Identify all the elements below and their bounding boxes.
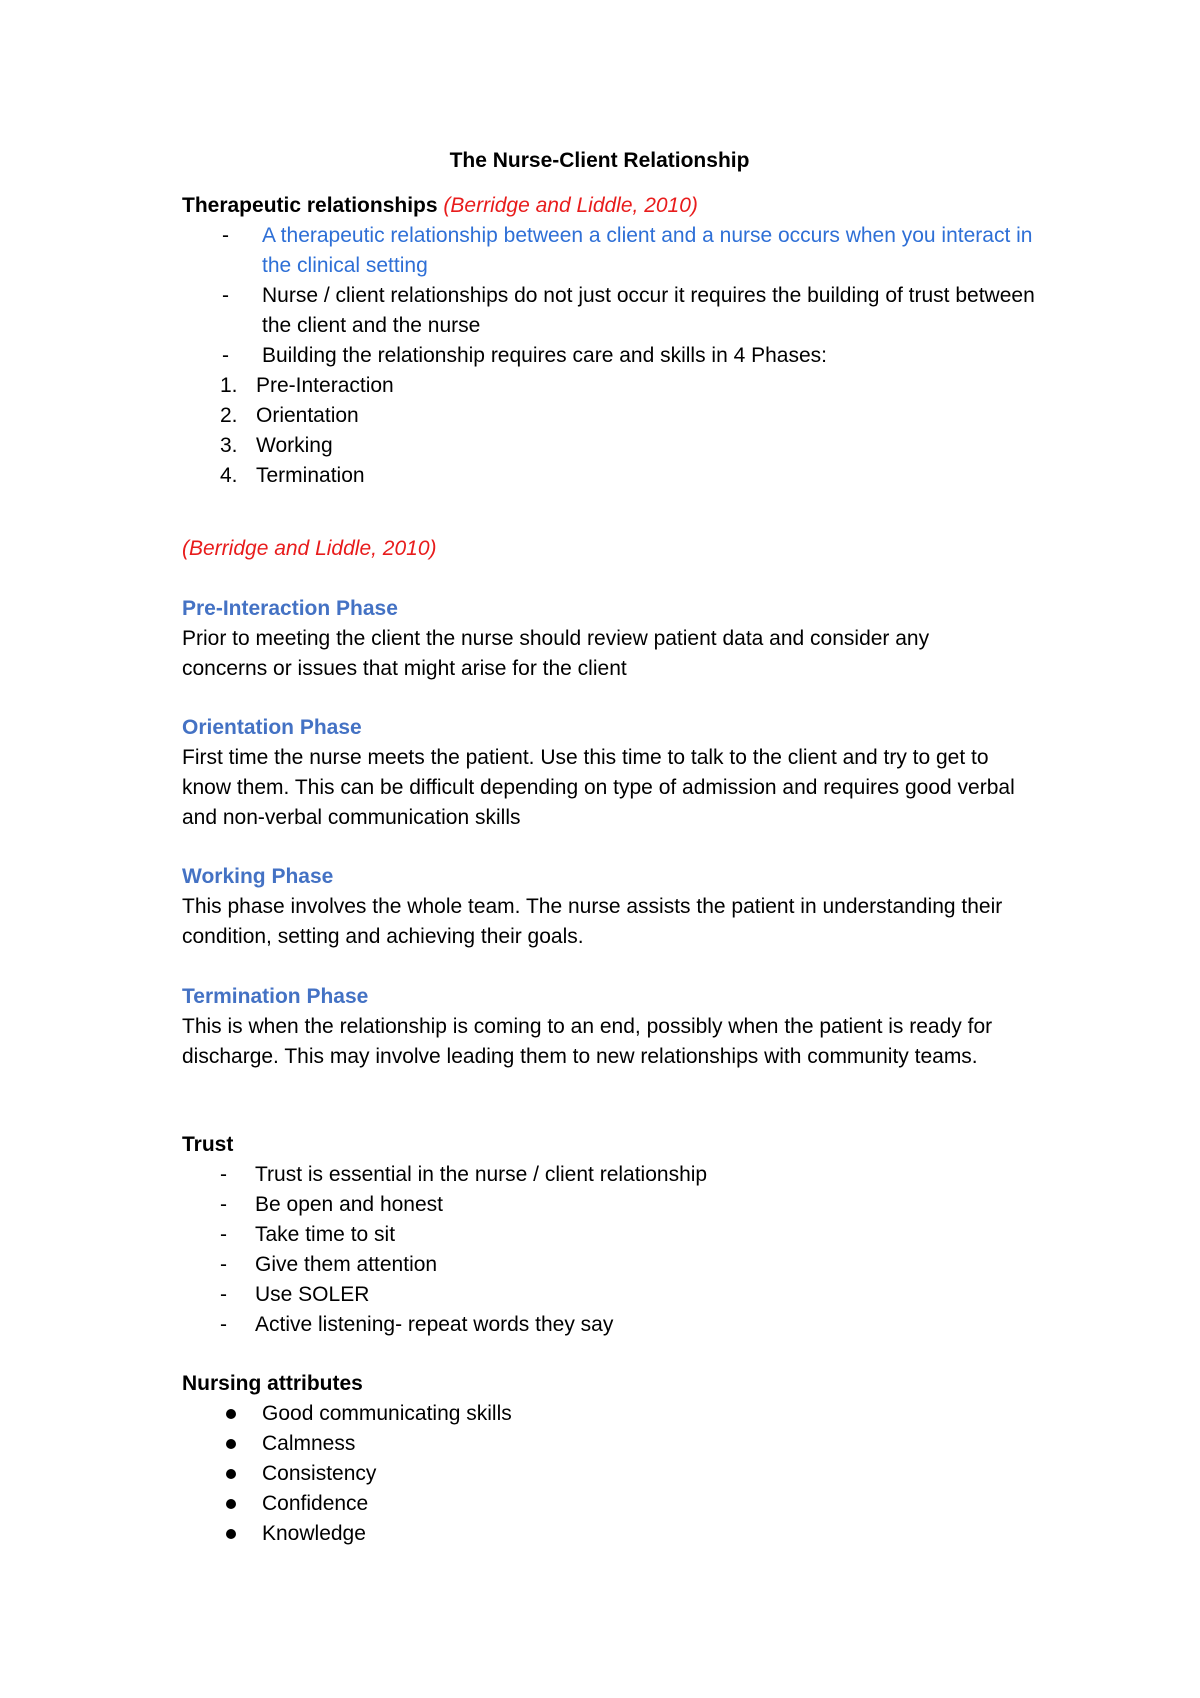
list-item [182,401,1062,431]
attribute-text: Calmness [262,1432,356,1455]
list-item [182,1459,1062,1489]
dash-marker: - [222,224,229,247]
document-title: The Nurse-Client Relationship [449,149,750,172]
point-text: A therapeutic relationship between a client and a nurse occurs when you interact in the clinical setting [262,224,1033,277]
section-body: This is when the relationship is coming to an end, possibly when the patient is ready for discharge. This may involve leading them to new relationships with community teams. [182,1015,993,1068]
list-number: 1. [220,374,238,397]
therapeutic-points [182,221,1062,371]
list-item [182,1519,1062,1549]
list-item [182,461,1062,491]
trust-text: Take time to sit [255,1223,396,1246]
bullet-icon [226,1499,236,1509]
list-item [182,431,1062,461]
attributes-section [182,1369,1062,1549]
trust-text: Be open and honest [255,1193,443,1216]
list-item [182,1250,1062,1280]
section-heading: Working Phase [182,865,334,888]
section-heading: Termination Phase [182,985,369,1008]
point-text: Building the relationship requires care and skills in 4 Phases: [262,344,827,367]
trust-section [182,1130,1062,1340]
attribute-text: Consistency [262,1462,377,1485]
attribute-text: Confidence [262,1492,369,1515]
list-number: 4. [220,464,238,487]
dash-marker: - [220,1223,227,1246]
trust-text: Active listening- repeat words they say [255,1313,614,1336]
dash-marker: - [222,284,229,307]
list-item [182,371,1062,401]
list-number: 2. [220,404,238,427]
phase-label: Working [256,434,333,457]
attribute-text: Good communicating skills [262,1402,512,1425]
list-item [182,1489,1062,1519]
section-body: Prior to meeting the client the nurse should review patient data and consider any concerns or issues that might arise for the client [182,627,930,680]
list-number: 3. [220,434,238,457]
dash-marker: - [220,1193,227,1216]
list-item [182,1190,1062,1220]
attribute-text: Knowledge [262,1522,366,1545]
trust-heading: Trust [182,1133,234,1156]
termination-section [182,982,1062,1072]
therapeutic-section [182,191,1062,491]
repeat-citation: (Berridge and Liddle, 2010) [182,537,437,560]
trust-text: Use SOLER [255,1283,370,1306]
list-item [182,281,1062,341]
list-item [182,221,1062,281]
phase-list [182,371,1062,491]
list-item [182,1399,1062,1429]
list-item [182,1220,1062,1250]
dash-marker: - [222,344,229,367]
attributes-list [182,1399,1062,1549]
phase-label: Pre-Interaction [256,374,394,397]
pre-interaction-section [182,594,1062,684]
trust-text: Give them attention [255,1253,438,1276]
working-section [182,862,1062,952]
dash-marker: - [220,1163,227,1186]
dash-marker: - [220,1313,227,1336]
dash-marker: - [220,1253,227,1276]
phase-label: Termination [256,464,365,487]
section-body: This phase involves the whole team. The nurse assists the patient in understanding their condition, setting and achieving their goals. [182,895,1003,948]
phase-label: Orientation [256,404,359,427]
attributes-heading: Nursing attributes [182,1372,363,1395]
dash-marker: - [220,1283,227,1306]
section-heading: Pre-Interaction Phase [182,597,398,620]
section-body: First time the nurse meets the patient. Use this time to talk to the client and try to get to know them. This can be difficult depending on type of admission and requires good verbal and non-verbal communication skills [182,746,1015,829]
trust-text: Trust is essential in the nurse / client relationship [255,1163,708,1186]
list-item [182,341,1062,371]
therapeutic-citation: (Berridge and Liddle, 2010) [443,194,698,217]
therapeutic-heading: Therapeutic relationships [182,194,438,217]
bullet-icon [226,1469,236,1479]
orientation-section [182,713,1062,833]
list-item [182,1280,1062,1310]
therapeutic-heading-line [182,191,1062,221]
list-item [182,1310,1062,1340]
point-text: Nurse / client relationships do not just occur it requires the building of trust between the client and the nurse [262,284,1035,337]
list-item [182,1429,1062,1459]
bullet-icon [226,1409,236,1419]
bullet-icon [226,1529,236,1539]
section-heading: Orientation Phase [182,716,362,739]
bullet-icon [226,1439,236,1449]
trust-list [182,1160,1062,1340]
list-item [182,1160,1062,1190]
